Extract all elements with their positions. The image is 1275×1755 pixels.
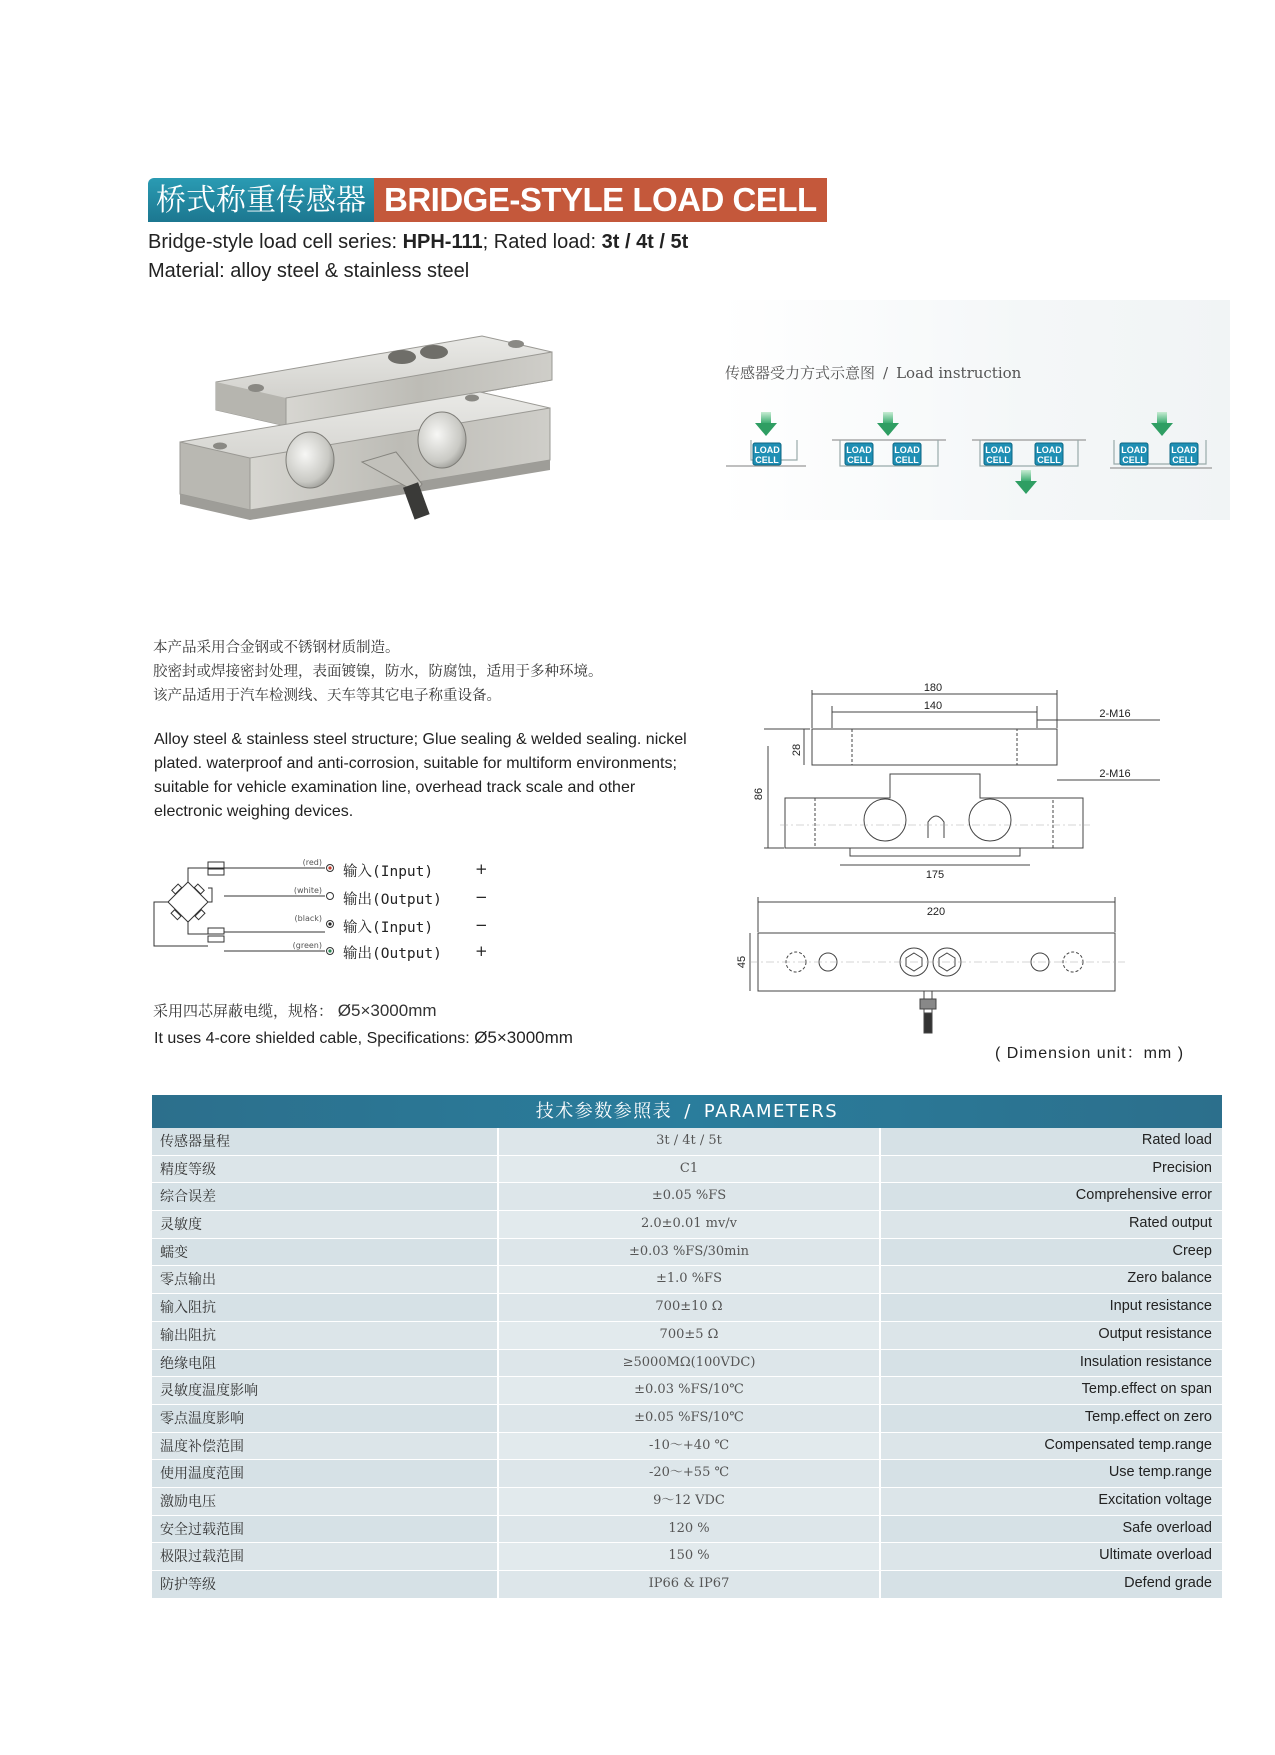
cable-spec-cn [153, 1000, 437, 1021]
parameter-name-en: Compensated temp.range [881, 1433, 1222, 1460]
parameter-value: IP66 & IP67 [499, 1571, 881, 1598]
parameter-row [152, 1377, 1222, 1405]
parameter-name-en: Temp.effect on zero [881, 1405, 1222, 1432]
cell-label: LOAD [754, 445, 780, 455]
parameter-value: ±1.0 %FS [499, 1266, 881, 1293]
parameter-name-cn: 极限过载范围 [152, 1543, 499, 1570]
dimension-drawing [736, 660, 1140, 1050]
parameter-name-cn: 温度补偿范围 [152, 1433, 499, 1460]
series-value: HPH-111 [402, 231, 483, 253]
parameter-name-en: Input resistance [881, 1294, 1222, 1321]
parameter-name-en: Ultimate overload [881, 1543, 1222, 1570]
cell-label: CELL [847, 455, 871, 465]
parameter-value: 2.0±0.01 mv/v [499, 1211, 881, 1238]
parameter-row [152, 1211, 1222, 1239]
cable-spec-value: Ø5×3000mm [337, 1001, 437, 1020]
parameter-name-en: Precision [881, 1156, 1222, 1183]
load-instruction-title [725, 362, 1029, 383]
wire-label-input-neg: 输入(Input) [343, 920, 434, 936]
cell-label: LOAD [846, 445, 872, 455]
parameter-name-en: Creep [881, 1239, 1222, 1266]
dim-175: 175 [925, 869, 945, 881]
cell-label: LOAD [985, 445, 1011, 455]
parameters-header [152, 1095, 1222, 1128]
parameter-value: 9～12 VDC [499, 1488, 881, 1515]
bridge-circuit [150, 848, 340, 968]
parameter-value: ±0.03 %FS/30min [499, 1239, 881, 1266]
parameter-name-en: Excitation voltage [881, 1488, 1222, 1515]
parameter-row [152, 1322, 1222, 1350]
rated-load-label: Rated load: [493, 231, 597, 253]
parameter-row [152, 1350, 1222, 1378]
cell-label: CELL [1172, 455, 1196, 465]
parameter-value: ±0.05 %FS/10℃ [499, 1405, 881, 1432]
parameter-name-cn: 蠕变 [152, 1239, 499, 1266]
parameters-rows [152, 1128, 1222, 1599]
parameter-name-cn: 灵敏度 [152, 1211, 499, 1238]
parameter-name-cn: 精度等级 [152, 1156, 499, 1183]
description-cn-line: 胶密封或焊接密封处理，表面镀镍，防水，防腐蚀，适用于多种环境。 [153, 664, 603, 680]
title-banner [148, 178, 827, 222]
parameter-row [152, 1156, 1222, 1184]
parameter-row [152, 1543, 1222, 1571]
wiring-diagram [150, 848, 510, 968]
dim-2-m16-side: 2-M16 [1099, 768, 1131, 780]
title-cn: 桥式称重传感器 [148, 178, 374, 222]
wire-sign: − [475, 916, 488, 934]
parameters-header-en: PARAMETERS [703, 1101, 839, 1122]
parameter-value: -20～+55 ℃ [499, 1460, 881, 1487]
load-instruction-panel [720, 300, 1230, 520]
wire-sign: + [475, 860, 488, 878]
dim-86: 86 [753, 787, 765, 801]
parameter-value: ±0.03 %FS/10℃ [499, 1377, 881, 1404]
wire-color-green: (green) [292, 941, 322, 950]
cable-spec-value: Ø5×3000mm [474, 1028, 573, 1047]
parameter-name-cn: 激励电压 [152, 1488, 499, 1515]
parameter-row [152, 1266, 1222, 1294]
parameter-row [152, 1128, 1222, 1156]
parameter-name-en: Output resistance [881, 1322, 1222, 1349]
material-line: Material: alloy steel & stainless steel [148, 260, 470, 282]
parameter-name-cn: 传感器量程 [152, 1128, 499, 1155]
parameters-header-cn: 技术参数参照表 [535, 1101, 673, 1122]
cell-label: CELL [986, 455, 1010, 465]
dim-180: 180 [923, 682, 943, 694]
parameter-row [152, 1516, 1222, 1544]
parameter-name-en: Rated load [881, 1128, 1222, 1155]
parameter-row [152, 1433, 1222, 1461]
cell-label: LOAD [1171, 445, 1197, 455]
cell-label: CELL [755, 455, 779, 465]
cable-text-cn: 采用四芯屏蔽电缆，规格： [153, 1002, 334, 1020]
series-line [148, 231, 688, 254]
parameters-table [152, 1095, 1222, 1599]
cable-text-en: It uses 4-core shielded cable, Specifications: [154, 1030, 470, 1047]
wire-color-red: (red) [302, 858, 322, 867]
cell-label: LOAD [1121, 445, 1147, 455]
wire-sign: + [475, 942, 488, 960]
parameter-row [152, 1405, 1222, 1433]
parameter-name-en: Temp.effect on span [881, 1377, 1222, 1404]
wire-label-input-pos: 输入(Input) [343, 864, 434, 880]
parameter-name-cn: 使用温度范围 [152, 1460, 499, 1487]
series-label: Bridge-style load cell series: [148, 231, 397, 253]
parameter-name-en: Rated output [881, 1211, 1222, 1238]
parameter-value: 150 % [499, 1543, 881, 1570]
rated-load-value: 3t / 4t / 5t [601, 231, 689, 253]
description-cn [153, 636, 603, 708]
wire-sign: − [475, 888, 488, 906]
parameter-row [152, 1183, 1222, 1211]
description-cn-line: 该产品适用于汽车检测线、天车等其它电子称重设备。 [153, 688, 501, 704]
parameter-value: 120 % [499, 1516, 881, 1543]
parameter-value: -10～+40 ℃ [499, 1433, 881, 1460]
dim-28: 28 [791, 743, 803, 757]
parameter-row [152, 1488, 1222, 1516]
parameter-value: 700±5 Ω [499, 1322, 881, 1349]
cable-spec-en [154, 1028, 573, 1048]
parameter-name-en: Comprehensive error [881, 1183, 1222, 1210]
parameter-name-cn: 防护等级 [152, 1571, 499, 1598]
wire-color-black: (black) [294, 914, 322, 923]
description-cn-line: 本产品采用合金钢或不锈钢材质制造。 [153, 640, 400, 656]
parameter-name-cn: 输入阻抗 [152, 1294, 499, 1321]
parameter-name-en: Defend grade [881, 1571, 1222, 1598]
cell-label: CELL [1037, 455, 1061, 465]
parameter-value: 700±10 Ω [499, 1294, 881, 1321]
dimension-unit-note: ( Dimension unit：mm ) [995, 1045, 1185, 1062]
parameter-name-cn: 安全过载范围 [152, 1516, 499, 1543]
load-instruction-diagrams [720, 400, 1230, 510]
parameter-name-cn: 绝缘电阻 [152, 1350, 499, 1377]
title-en: BRIDGE-STYLE LOAD CELL [374, 178, 827, 222]
cell-label: CELL [1122, 455, 1146, 465]
parameters-header-separator: / [684, 1101, 692, 1122]
cell-label: LOAD [894, 445, 920, 455]
parameter-value: 3t / 4t / 5t [499, 1128, 881, 1155]
product-photo [180, 330, 600, 580]
parameter-name-en: Insulation resistance [881, 1350, 1222, 1377]
dim-140: 140 [923, 700, 943, 712]
parameter-row [152, 1571, 1222, 1599]
parameter-value: C1 [499, 1156, 881, 1183]
cell-label: LOAD [1036, 445, 1062, 455]
cell-label: CELL [895, 455, 919, 465]
parameter-name-en: Safe overload [881, 1516, 1222, 1543]
parameter-name-en: Use temp.range [881, 1460, 1222, 1487]
load-instruction-title-en: Load instruction [896, 364, 1022, 382]
load-instruction-title-cn: 传感器受力方式示意图 [725, 364, 876, 382]
description-en: Alloy steel & stainless steel structure; Glue sealing & welded sealing. nickel plated. waterproof and anti-corrosion, suitable for multiform environments; suitable for vehicle examination line, overhead track scale and other electronic weighing devices. [154, 731, 687, 820]
parameter-value: ≥5000MΩ(100VDC) [499, 1350, 881, 1377]
parameter-name-cn: 综合误差 [152, 1183, 499, 1210]
parameter-name-en: Zero balance [881, 1266, 1222, 1293]
wire-color-white: (white) [293, 886, 322, 895]
load-instruction-separator: / [883, 364, 889, 382]
parameter-row [152, 1239, 1222, 1267]
wire-label-output-pos: 输出(Output) [343, 946, 442, 962]
parameter-name-cn: 零点温度影响 [152, 1405, 499, 1432]
dim-45: 45 [736, 955, 748, 969]
parameter-row [152, 1294, 1222, 1322]
dim-2-m16-top: 2-M16 [1099, 708, 1131, 720]
wire-label-output-neg: 输出(Output) [343, 892, 442, 908]
dim-220: 220 [926, 906, 946, 918]
parameter-name-cn: 灵敏度温度影响 [152, 1377, 499, 1404]
parameter-name-cn: 输出阻抗 [152, 1322, 499, 1349]
parameter-name-cn: 零点输出 [152, 1266, 499, 1293]
parameter-row [152, 1460, 1222, 1488]
parameter-value: ±0.05 %FS [499, 1183, 881, 1210]
series-separator: ; [482, 231, 489, 253]
